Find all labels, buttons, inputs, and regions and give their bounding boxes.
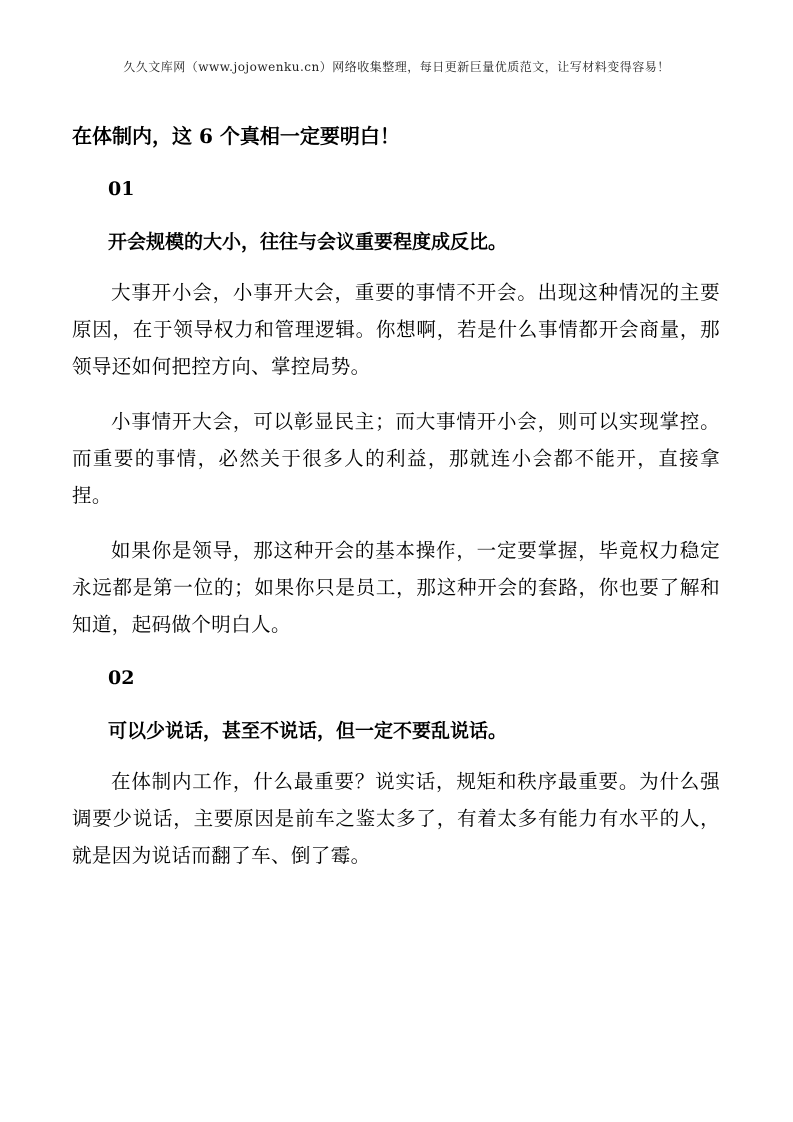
section-number: 02 — [108, 667, 135, 689]
section-number: 01 — [108, 178, 135, 200]
section-heading: 可以少说话，甚至不说话，但一定不要乱说话。 — [108, 720, 508, 742]
section-heading: 开会规模的大小，往往与会议重要程度成反比。 — [108, 231, 508, 253]
paragraph: 大事开小会，小事开大会，重要的事情不开会。出现这种情况的主要原因，在于领导权力和管理逻辑。你想啊，若是什么事情都开会商量，那领导还如何把控方向、掌控局势。 — [72, 281, 720, 378]
paragraph: 如果你是领导，那这种开会的基本操作，一定要掌握，毕竟权力稳定永远都是第一位的；如果你只是员工，那这种开会的套路，你也要了解和知道，起码做个明白人。 — [72, 539, 720, 636]
paragraph: 小事情开大会，可以彰显民主；而大事情开小会，则可以实现掌控。而重要的事情，必然关于很多人的利益，那就连小会都不能开，直接拿捏。 — [72, 410, 720, 507]
page-header-note: 久久文库网（www.jojowenku.cn）网络收集整理，每日更新巨量优质范文，让写材料变得容易！ — [123, 60, 670, 74]
document-title: 在体制内，这 6 个真相一定要明白！ — [72, 124, 400, 148]
paragraph: 在体制内工作，什么最重要？说实话，规矩和秩序最重要。为什么强调要少说话，主要原因是前车之鉴太多了，有着太多有能力有水平的人，就是因为说话而翻了车、倒了霉。 — [72, 770, 720, 867]
document-body — [72, 118, 720, 892]
